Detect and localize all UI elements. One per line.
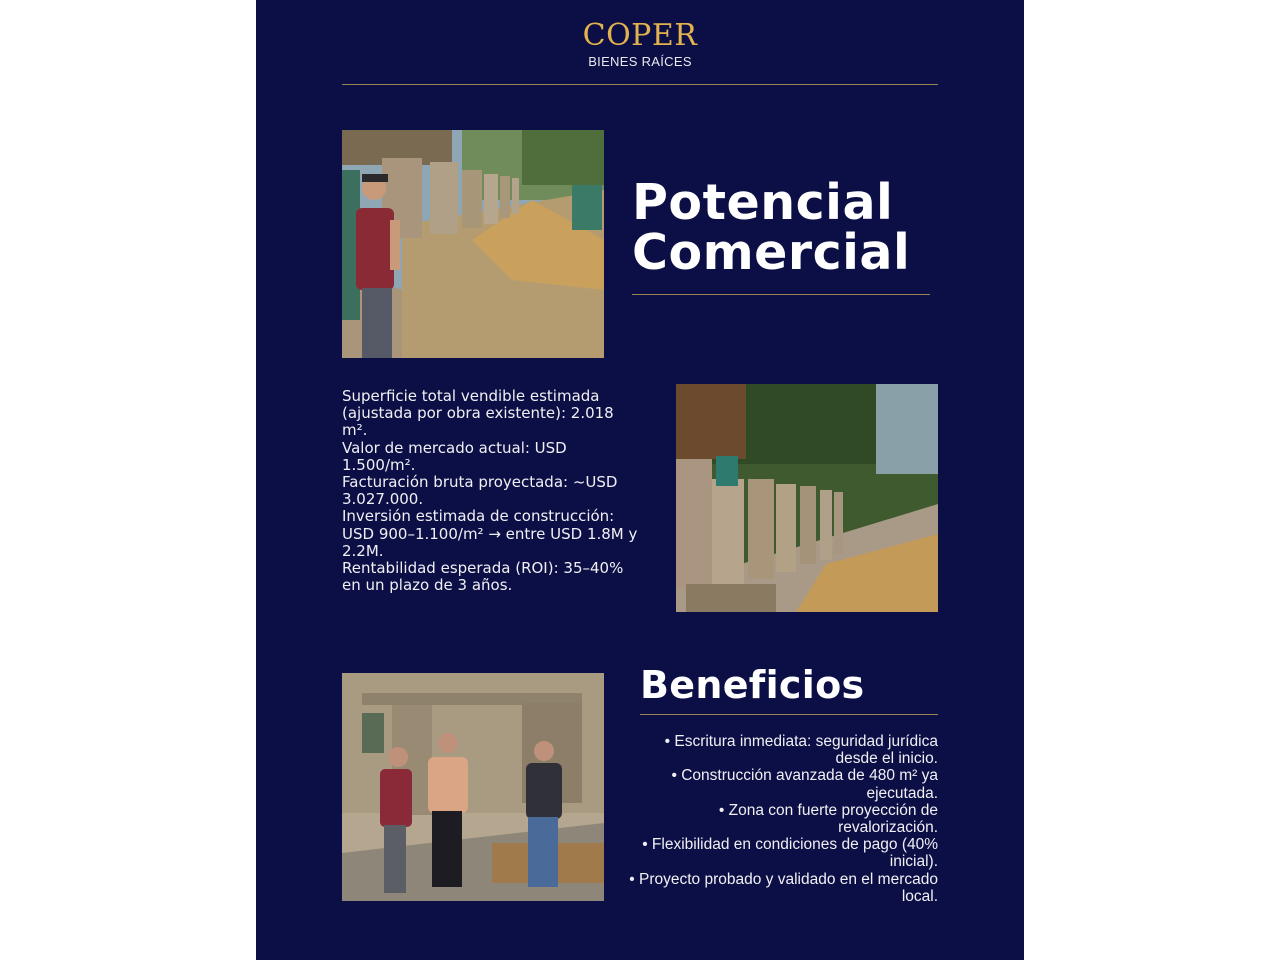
benefits-divider: [640, 714, 938, 715]
benefit-item: • Zona con fuerte proyección de revalorización.: [718, 801, 938, 837]
brand-logo: [256, 20, 1024, 69]
commercial-heading-line1: Potencial: [632, 174, 894, 231]
site-photo-visitor: [342, 130, 604, 358]
site-photo-columns: [676, 384, 938, 612]
benefit-item: • Construcción avanzada de 480 m² ya ejecutada.: [671, 767, 938, 802]
brand-subtitle: BIENES RAÍCES: [588, 54, 692, 69]
benefits-heading: Beneficios: [640, 663, 865, 707]
commercial-divider: [632, 294, 930, 295]
header-divider: [342, 84, 938, 85]
detail-market-value: Valor de mercado actual: USD 1.500/m².: [342, 438, 567, 474]
commercial-details: [342, 388, 638, 594]
benefit-item: • Proyecto probado y validado en el mercado local.: [629, 870, 938, 905]
commercial-heading-line2: Comercial: [632, 224, 911, 281]
brochure-page: [256, 0, 1024, 960]
detail-revenue: Facturación bruta proyectada: ~USD 3.027.000.: [342, 473, 618, 509]
detail-investment: Inversión estimada de construcción: USD 900–1.100/m² → entre USD 1.8M y 2.2M.: [342, 507, 638, 560]
brand-name: COPER: [582, 18, 698, 53]
detail-roi: Rentabilidad esperada (ROI): 35–40% en un plazo de 3 años.: [342, 559, 624, 595]
benefit-item: • Escritura inmediata: seguridad jurídica desde el inicio.: [664, 733, 938, 768]
detail-surface: Superficie total vendible estimada (ajustada por obra existente): 2.018 m².: [342, 387, 614, 440]
benefit-item: • Flexibilidad en condiciones de pago (40% inicial).: [642, 836, 938, 871]
commercial-heading: [632, 174, 972, 281]
benefits-list: [628, 733, 938, 905]
site-photo-meeting: [342, 673, 604, 901]
